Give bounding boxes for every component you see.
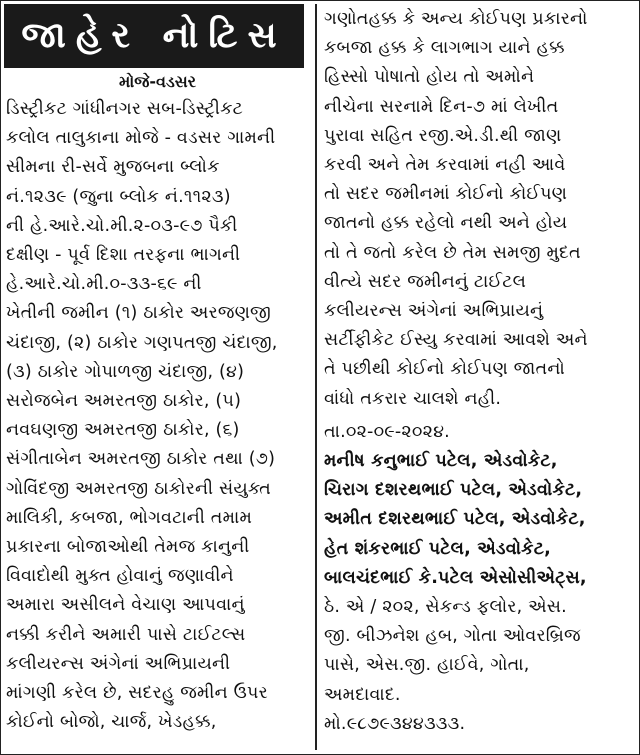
signatory-line: બાલચંદભાઈ કે.પટેલ એસોસીએટ્સ, <box>324 567 587 588</box>
body-line: ચંદાજી, (૨) ઠાકોર ગણપતજી ચંદાજી, <box>6 332 278 353</box>
body-line: નીચેના સરનામે દિન-૭ માં લેખીત <box>324 96 559 117</box>
signatory-line: અમીત દશરથભાઈ પટેલ, એડવોકેટ, <box>324 509 586 530</box>
body-line: કબજા હક્ક કે લાગભાગ યાને હક્ક <box>324 38 565 59</box>
body-line: તે પછીથી કોઈનો કોઈપણ જાતનો <box>324 359 565 380</box>
body-line: ડિસ્ટ્રીકટ ગાંધીનગર સબ-ડિસ્ટ્રીકટ <box>6 99 244 119</box>
body-line: વિવાદોથી મુક્ત હોવાનું જણાવીને <box>6 566 234 587</box>
body-line: નવઘણજી અમરતજી ઠાકોર, (૬) <box>6 420 240 441</box>
body-line: અમારા અસીલને વેચાણ આપવાનું <box>6 595 245 616</box>
body-line: કલીયરન્સ અંગેનાં અભિપ્રાયની <box>6 653 231 674</box>
notice-date: તા.૦૨-૦૯-૨૦૨૪. <box>324 421 450 442</box>
body-line: ગણોતહક્ક કે અન્ય કોઈપણ પ્રકારનો <box>324 9 588 29</box>
notice-title: જાહેર નોટિસ <box>4 4 304 68</box>
body-line: ની હે.આરે.ચો.મી.૨-૦૩-૯૭ પૈકી <box>6 215 238 236</box>
body-line: વાંધો તકરાર ચાલશે નહી. <box>324 388 502 409</box>
address-line: ઠે. એ / ૨૦૨, સેકન્ડ ફલોર, એસ. <box>324 597 567 617</box>
body-line: કરવી અને તેમ કરવામાં નહી આવે <box>324 155 566 175</box>
address-line: જી. બીઝનેશ હબ, ગોતા ઓવરબ્રિજ <box>324 626 581 647</box>
body-line: (૩) ઠાકોર ગોપાળજી ચંદાજી, (૪) <box>6 361 245 382</box>
body-line: જાતનો હક્ક રહેલો નથી અને હોય <box>324 213 568 234</box>
body-line: સીમના રી-સર્વે મુજબના બ્લોક <box>6 157 220 178</box>
body-line: કોઈનો બોજો, ચાર્જ, ખેડહક્ક, <box>6 712 217 733</box>
body-line: સરોજબેન અમરતજી ઠાકોર, (૫) <box>6 391 242 411</box>
signatory-line: હેત શંકરભાઈ પટેલ, એડવોકેટ, <box>324 538 551 559</box>
body-line: પુરાવા સહિત રજી.એ.ડી.થી જાણ <box>324 125 562 146</box>
address-line: અમદાવાદ. <box>324 684 401 705</box>
signatory-line: મનીષ કનુભાઈ પટેલ, એડવોકેટ, <box>324 451 558 471</box>
body-line: હિસ્સો પોષાતો હોય તો અમોને <box>324 67 535 88</box>
signatory-line: ચિરાગ દશરથભાઈ પટેલ, એડવોકેટ, <box>324 480 583 501</box>
body-line: નં.૧૨૩૯ (જુના બ્લોક નં.૧૧૨૩) <box>6 186 231 207</box>
address-line: પાસે, એસ.જી. હાઈવે, ગોતા, <box>324 655 530 676</box>
body-line: દક્ષીણ - પૂર્વ દિશા તરફના ભાગની <box>6 245 241 265</box>
body-line: સર્ટીફીકેટ ઈસ્યુ કરવામાં આવશે અને <box>324 330 588 351</box>
body-line: પ્રકારના બોજાઓથી તેમજ કાનુની <box>6 537 250 557</box>
column-divider <box>315 4 317 750</box>
mobile-number: મો.૯૮૭૯૩૪૪૩૩૩. <box>324 713 466 734</box>
body-line: તો સદર જમીનમાં કોઈનો કોઈપણ <box>324 184 568 205</box>
body-line: ખેતીની જમીન (૧) ઠાકોર અરજણજી <box>6 303 271 324</box>
place-heading: મોજે-વડસર <box>118 72 197 91</box>
body-line: માંગણી કરેલ છે, સદરહુ જમીન ઉપર <box>6 683 268 703</box>
body-line: વીત્યે સદર જમીનનું ટાઈટલ <box>324 271 527 292</box>
body-line: ગોવિંદજી અમરતજી ઠાકોરની સંયુક્ત <box>6 478 271 499</box>
body-line: હે.આરે.ચો.મી.૦-૩૩-૬૯ ની <box>6 274 202 295</box>
body-line: કલોલ તાલુકાના મોજે - વડસર ગામની <box>6 128 276 149</box>
body-line: માલિકી, કબજા, ભોગવટાની તમામ <box>6 507 253 528</box>
body-line: કલીયરન્સ અંગેનાં અભિપ્રાયનું <box>324 301 544 321</box>
body-line: સંગીતાબેન અમરતજી ઠાકોર તથા (૭) <box>6 449 276 470</box>
body-line: તો તે જતો કરેલ છે તેમ સમજી મુદત <box>324 242 581 263</box>
body-line: નક્કી કરીને અમારી પાસે ટાઈટલ્સ <box>6 624 246 645</box>
